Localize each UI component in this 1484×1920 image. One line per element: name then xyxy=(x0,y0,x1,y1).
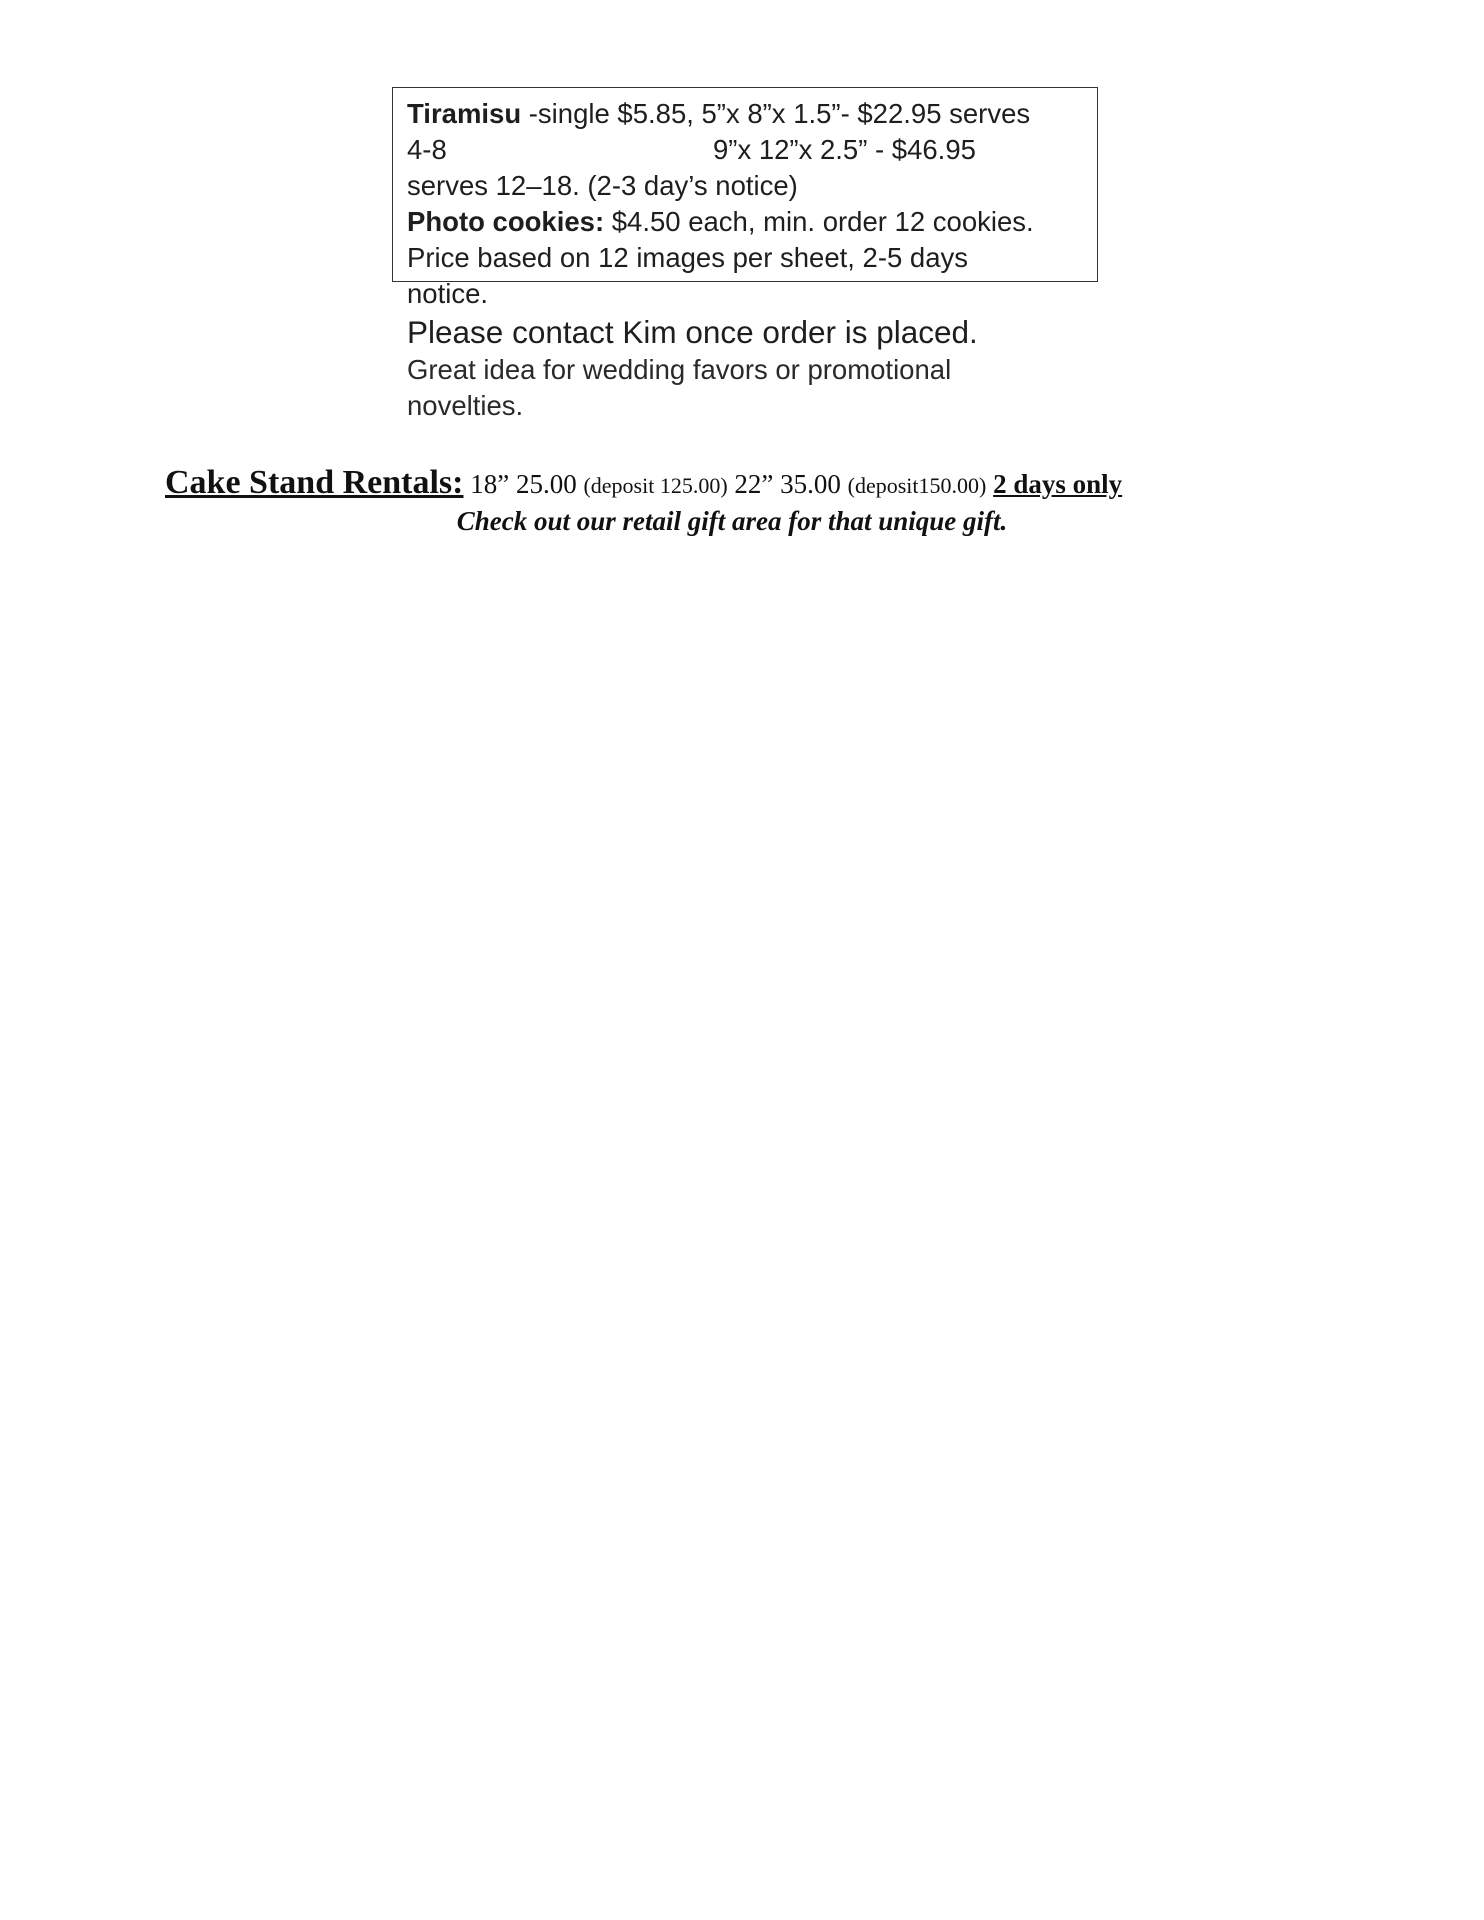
cake-stand-size-18: 18” 25.00 xyxy=(463,469,584,499)
photo-cookies-line-3: notice. xyxy=(407,278,489,309)
photo-cookies-price: $4.50 each, min. order 12 cookies. xyxy=(604,206,1034,237)
photo-cookies-name: Photo cookies: xyxy=(407,206,605,237)
cake-stand-days: 2 days only xyxy=(993,469,1123,499)
photo-cookies-line-2: Price based on 12 images per sheet, 2-5 days xyxy=(407,242,969,273)
tiramisu-line-2 xyxy=(407,132,976,168)
tiramisu-serves-small: 4-8 xyxy=(407,134,447,165)
photo-cookies-line-1 xyxy=(407,204,1034,240)
gift-note: Check out our retail gift area for that unique gift. xyxy=(456,506,1008,536)
tiramisu-line-3: serves 12–18. (2-3 day’s notice) xyxy=(407,170,798,201)
contact-kim-note: Please contact Kim once order is placed. xyxy=(407,314,978,350)
cake-stand-rentals xyxy=(165,464,1122,502)
tiramisu-line-1 xyxy=(407,96,1030,132)
cake-stand-size-22: 22” 35.00 xyxy=(727,469,848,499)
cake-stand-deposit-18: (deposit 125.00) xyxy=(583,473,728,498)
idea-line-1: Great idea for wedding favors or promotional xyxy=(407,354,952,385)
idea-line-2: novelties. xyxy=(407,390,524,421)
tiramisu-prices: -single $5.85, 5”x 8”x 1.5”- $22.95 serves xyxy=(521,98,1031,129)
cake-stand-title: Cake Stand Rentals: xyxy=(165,464,464,501)
tiramisu-name: Tiramisu xyxy=(407,98,522,129)
cake-stand-deposit-22: (deposit150.00) xyxy=(847,473,987,498)
tiramisu-large-size: 9”x 12”x 2.5” - $46.95 xyxy=(713,134,976,165)
